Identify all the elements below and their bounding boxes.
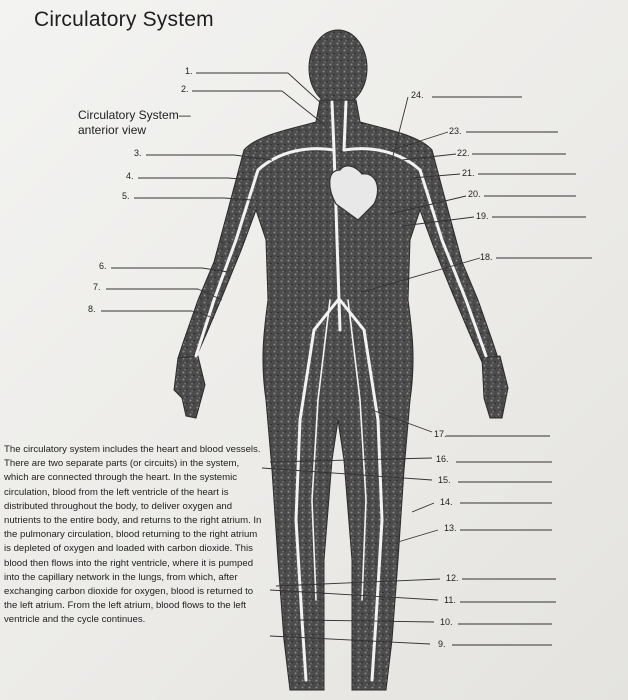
label-3: 3. xyxy=(134,148,142,158)
label-23: 23. xyxy=(449,126,462,136)
subtitle-line-1: Circulatory System— xyxy=(78,108,191,122)
label-5: 5. xyxy=(122,191,130,201)
label-16: 16. xyxy=(436,454,449,464)
label-24: 24. xyxy=(411,90,424,100)
label-11: 11. xyxy=(444,595,456,605)
description-paragraph: The circulatory system includes the heart and blood vessels. There are two separate parts (or circuits) in the system, which are connected through the heart. In the systemic circulation, blood from the left ventricle of the heart is distributed throughout the body, to deliver oxygen and nutrients to the entire body, and returns to the right atrium. In the pulmonary circulation, blood returning to the right atrium is depleted of oxygen and loaded with carbon dioxide. This blood then flows into the right ventricle, where it is pumped into the capillary network in the lungs, from which, after exchanging carbon dioxide for oxygen, blood is returned to the left atrium. From the left atrium, blood flows to the left ventricle and the cycle continues. xyxy=(4,444,262,626)
right-hand xyxy=(482,356,508,418)
label-4: 4. xyxy=(126,171,134,181)
label-17: 17. xyxy=(434,429,447,439)
label-10: 10. xyxy=(440,617,453,627)
label-1: 1. xyxy=(185,66,193,76)
label-13: 13. xyxy=(444,523,457,533)
label-18: 18. xyxy=(480,252,493,262)
label-12: 12. xyxy=(446,573,459,583)
label-20: 20. xyxy=(468,189,481,199)
label-21: 21. xyxy=(462,168,475,178)
label-7: 7. xyxy=(93,282,101,292)
label-15: 15. xyxy=(438,475,451,485)
label-19: 19. xyxy=(476,211,489,221)
label-9: 9. xyxy=(438,639,446,649)
head xyxy=(309,30,367,106)
left-hand xyxy=(174,356,205,418)
label-8: 8. xyxy=(88,304,96,314)
subtitle-line-2: anterior view xyxy=(78,123,147,137)
page-title: Circulatory System xyxy=(34,8,214,31)
label-14: 14. xyxy=(440,497,453,507)
label-6: 6. xyxy=(99,261,107,271)
label-2: 2. xyxy=(181,84,189,94)
label-22: 22. xyxy=(457,148,470,158)
